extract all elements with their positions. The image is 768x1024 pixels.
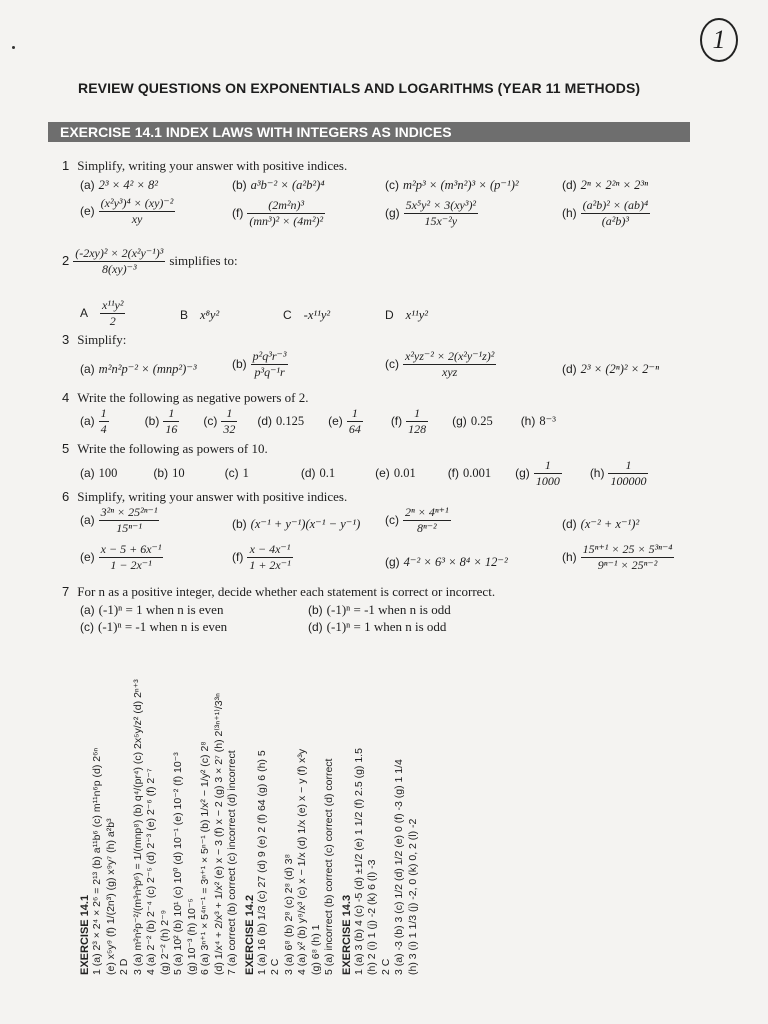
q1-b: a³b⁻² × (a²b²)⁴ <box>250 178 325 192</box>
q6-f-wrap: (f) $\frac{\text{x − 4x⁻¹}}{\text{1 + 2x⁻¹}}$ <box>232 542 291 572</box>
q6-d-wrap: (d) (x⁻² + x⁻¹)² <box>562 517 640 531</box>
q5-items: (a) 100 (b) 10 (c) 1 (d) 0.1 (e) 0.01 (f) 0.001 (g) $\frac{1}{1000}$ (h) $\frac{1}{100000}$ <box>80 458 647 488</box>
q1-f: $\frac{\text{(2m²n)³}}{\text{(mn³)² × (4m²)²}}$ <box>249 198 324 228</box>
answers-heading-14-3: EXERCISE 14.3 <box>340 894 353 975</box>
q3-d-wrap: (d) 2³ × (2ⁿ)² × 2⁻ⁿ <box>562 362 660 376</box>
q3-a-wrap: (a) m²n²p⁻² × (mnp²)⁻³ <box>80 362 197 376</box>
q1-f-wrap: (f) $\frac{\text{(2m²n)³}}{\text{(mn³)² × (4m²)²}}$ <box>232 198 324 228</box>
q7-a-wrap: (a) (-1)ⁿ = 1 when n is even <box>80 602 224 617</box>
q1-row1: (a) 2³ × 4² × 8² <box>80 178 159 192</box>
q6-e-wrap: (e) $\frac{\text{x − 5 + 6x⁻¹}}{\text{1 − 2x⁻¹}}$ <box>80 542 162 572</box>
q6-prompt: 6 Simplify, writing your answer with positive indices. <box>62 489 348 504</box>
stray-mark <box>12 46 15 49</box>
q1-h-wrap: (h) $\frac{\text{(a²b)² × (ab)⁴}}{\text{(a²b)³}}$ <box>562 198 649 228</box>
q3-c-wrap: (c) $\frac{\text{x²yz⁻² × 2(x²y⁻¹z)²}}{\text{xyz}}$ <box>385 349 495 379</box>
q7-c-wrap: (c) (-1)ⁿ = -1 when n is even <box>80 619 228 634</box>
q1-d: 2ⁿ × 2²ⁿ × 2³ⁿ <box>580 178 649 192</box>
answers-section: EXERCISE 14.1 1 (a) 2³ × 2⁴ × 2⁶ = 2¹³ (b) a¹¹b⁶ (c) m¹¹n⁶p (d) 2⁶ⁿ (e) x⁵y⁹ (f) 1/(2n³) (g) x⁹y⁷ (h) a²b³ 2 D 3 (a) m²n²p⁻²/(m³n³p⁶) = 1/(mnp⁸) (b) q⁴/(pr⁴) (c) 2x⁵y/z² (d) 2ⁿ⁺³ 4 (a) 2⁻² (b) 2⁻⁴ (c) 2⁻⁵ (d) 2⁻³ (e) 2⁻⁶ (f) 2⁻⁷ (g) 2⁻² (h) 2⁻⁹ 5 (a) 10² (b) 10¹ (c) 10⁰ (d) 10⁻¹ (e) 10⁻² (f) 10⁻³ (g) 10⁻³ (h) 10⁻⁵ 6 (a) 3ⁿ⁺¹ × 5⁴ⁿ⁻¹ = 3ⁿ⁺¹ × 5ⁿ⁻¹ (b) 1/x² − 1/y² (c) 2⁸ (d) 1/x⁴ + 2/x³ + 1/x² (e) x − 3 (f) x − 2 (g) 3 × 2⁷ (h) 2⁽³ⁿ⁺¹⁾/3³ⁿ 7 (a) correct (b) correct (c) incorrect (d) incorrect EXERCISE 14.2 1 (a) 16 (b) 1/3 (c) 27 (d) 9 (e) 2 (f) 64 (g) 6 (h) 5 2 C 3 (a) 6⁸ (b) 2⁸ (c) 2⁸ (d) 3⁸ 4 (a) x² (b) y⁹/x³ (c) x − 1/x (d) 1/x (e) x − y (f) x³y (g) 6⁸ (h) 1 5 (a) incorrect (b) correct (c) correct (d) correct EXERCISE 14.3 1 (a) 3 (b) 4 (c) -5 (d) ±1/2 (e) 1 1/2 (f) 2.5 (g) 1.5 (h) 2 (i) 1 (j) -2 (k) 6 (l) -3 2 C 3 (a) -3 (b) 3 (c) 1/2 (d) 1/2 (e) 0 (f) -3 (g) 1 1/4 (h) 3 (i) 1 1/3 (j) -2, 0 (k) 0, 2 (l) -2 <box>75 435 365 975</box>
q1-e-wrap: (e) $\frac{\text{(x²y³)⁴ × (xy)⁻²}}{xy}$ <box>80 196 174 226</box>
q7-b-wrap: (b) (-1)ⁿ = -1 when n is odd <box>308 602 451 617</box>
q6-c-wrap: (c) $\frac{\text{2ⁿ × 4ⁿ⁺¹}}{\text{8ⁿ⁻²}}$ <box>385 505 449 535</box>
q4-items: (a) $\frac{1}{4}$ (b) $\frac{1}{16}$ (c) $\frac{1}{32}$ (d) 0.125 (e) $\frac{1}{64}$ (f) $\frac{1}{128}$ (g) 0.25 (h) 8⁻³ <box>80 406 556 436</box>
page-title: REVIEW QUESTIONS ON EXPONENTIALS AND LOGARITHMS (YEAR 11 METHODS) <box>78 80 641 96</box>
q5-prompt: 5 Write the following as powers of 10. <box>62 441 268 456</box>
q2-option-a: A $\frac{\text{x¹¹y²}}{2}$ <box>80 298 124 328</box>
q3-prompt: 3 Simplify: <box>62 332 127 347</box>
q6-a-wrap: (a) $\frac{\text{3²ⁿ × 25²ⁿ⁻¹}}{\text{15ⁿ⁻¹}}$ <box>80 505 158 535</box>
q1-c-wrap: (c) m²p³ × (m³n²)³ × (p⁻¹)² <box>385 178 519 192</box>
q6-h-wrap: (h) $\frac{\text{15ⁿ⁺¹ × 25 × 5³ⁿ⁻⁴}}{\text{9ⁿ⁻¹ × 25ⁿ⁻²}}$ <box>562 542 673 572</box>
q3-b-wrap: (b) $\frac{\text{p²q³r⁻³}}{\text{p³q⁻¹r}}$ <box>232 349 287 379</box>
q1-b-wrap: (b) a³b⁻² × (a²b²)⁴ <box>232 178 325 192</box>
q1-h: $\frac{\text{(a²b)² × (ab)⁴}}{\text{(a²b)³}}$ <box>582 198 649 228</box>
q6-g-wrap: (g) 4⁻² × 6³ × 8⁴ × 12⁻² <box>385 555 508 569</box>
q4-prompt: 4 Write the following as negative powers of 2. <box>62 390 309 405</box>
q2-option-d: D x¹¹y² <box>385 308 429 322</box>
exercise-header <box>48 122 690 142</box>
q2-prompt: 2 $\frac{\text{(-2xy)² × 2(x²y⁻¹)³}}{\text{8(xy)⁻³}}$ simplifies to: <box>62 246 238 276</box>
q6-b-wrap: (b) (x⁻¹ + y⁻¹)(x⁻¹ − y⁻¹) <box>232 517 361 531</box>
page-number-circle: 1 <box>700 18 738 62</box>
answers-heading-14-1: EXERCISE 14.1 <box>79 894 91 975</box>
exercise-header-text: EXERCISE 14.1 INDEX LAWS WITH INTEGERS AS INDICES <box>60 124 452 140</box>
q1-g-wrap: (g) $\frac{\text{5x⁵y² × 3(xy³)²}}{\text{15x⁻²y}}$ <box>385 198 477 228</box>
q1-prompt: 1 Simplify, writing your answer with positive indices. <box>62 158 348 173</box>
q1-g: $\frac{\text{5x⁵y² × 3(xy³)²}}{\text{15x⁻²y}}$ <box>405 198 477 228</box>
q1-c: m²p³ × (m³n²)³ × (p⁻¹)² <box>403 178 519 192</box>
q7-d-wrap: (d) (-1)ⁿ = 1 when n is odd <box>308 619 447 634</box>
q2-expression: $\frac{\text{(-2xy)² × 2(x²y⁻¹)³}}{\text{8(xy)⁻³}}$ <box>75 246 164 276</box>
q7-prompt: 7 For n as a positive integer, decide whether each statement is correct or incorrect. <box>62 584 496 599</box>
q2-option-c: C -x¹¹y² <box>283 308 331 322</box>
q1-e: $\frac{\text{(x²y³)⁴ × (xy)⁻²}}{xy}$ <box>100 196 174 226</box>
q1-d-wrap: (d) 2ⁿ × 2²ⁿ × 2³ⁿ <box>562 178 649 192</box>
answers-heading-14-2: EXERCISE 14.2 <box>243 894 256 975</box>
q2-option-b: B x⁸y² <box>180 308 220 322</box>
q1-a: 2³ × 4² × 8² <box>98 178 159 192</box>
